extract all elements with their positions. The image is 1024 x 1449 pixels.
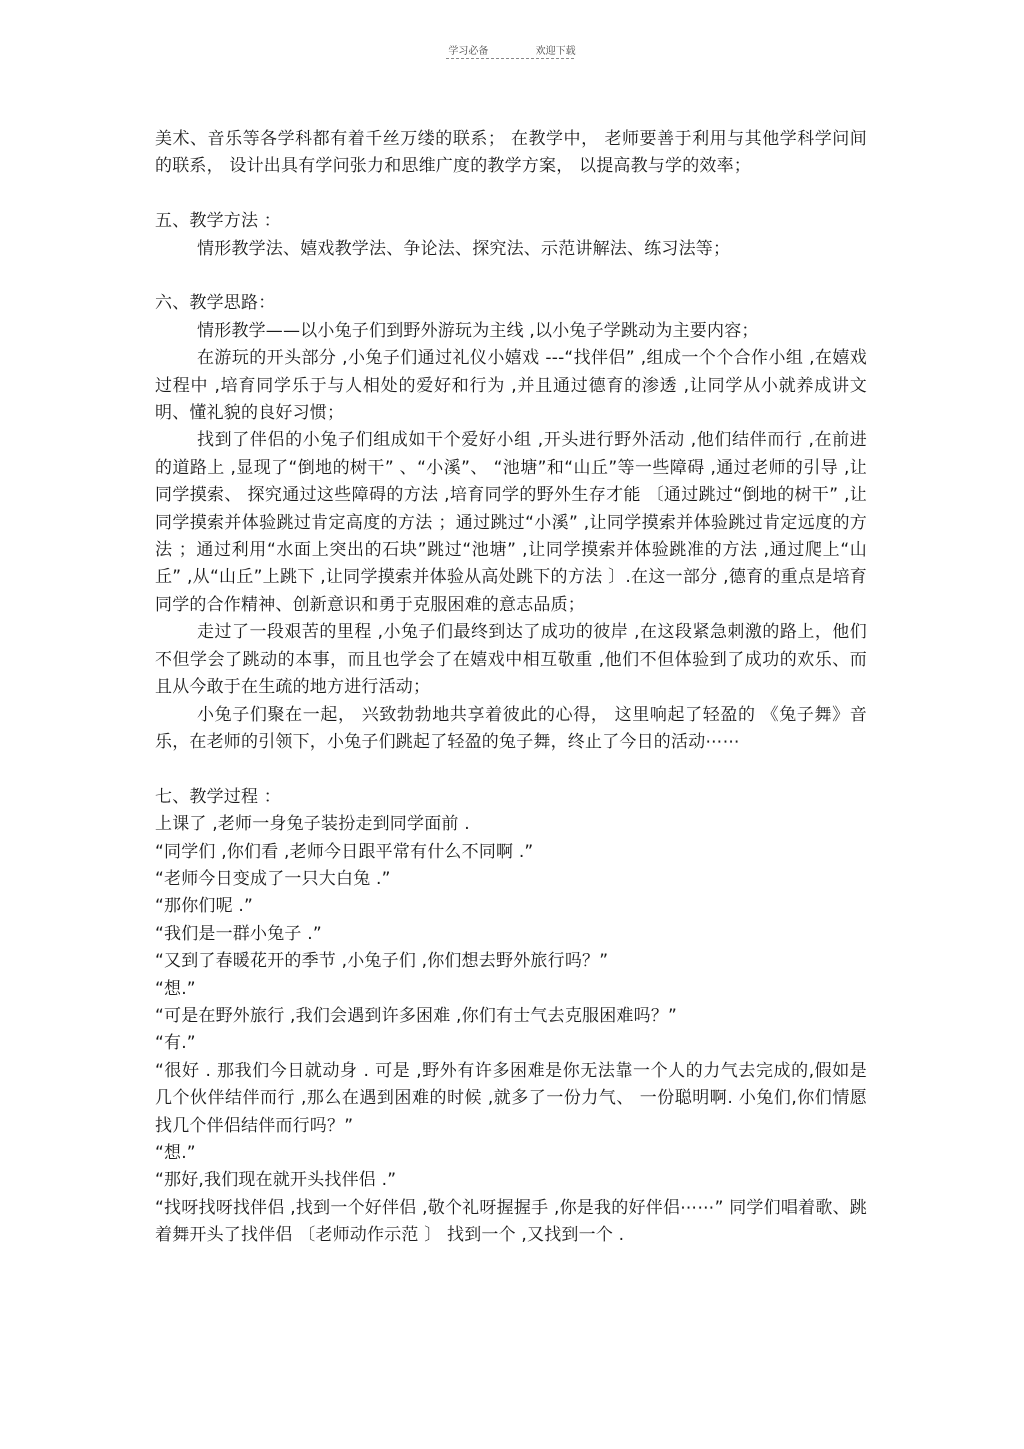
- header-right-text: 欢迎下载: [535, 46, 576, 57]
- section-6-paragraph: 小兔子们聚在一起， 兴致勃勃地共享着彼此的心得， 这里响起了轻盈的 《兔子舞》音乐，在老师的引领下，小兔子们跳起了轻盈的兔子舞，终止了今日的活动⋯⋯: [155, 704, 867, 752]
- dialogue-line: “老师今日变成了一只大白兔 .”: [155, 868, 391, 889]
- intro-paragraph: 美术、音乐等各学科都有着千丝万缕的联系； 在教学中， 老师要善于利用与其他学科学问间的联系， 设计出具有学问张力和思维广度的教学方案， 以提高教与学的效率；: [155, 129, 867, 177]
- spacer: [155, 756, 867, 783]
- section-5-body: 情形教学法、嬉戏教学法、争论法、探究法、示范讲解法、练习法等；: [197, 238, 731, 259]
- dialogue-line: “想.”: [155, 978, 196, 999]
- section-6-paragraph: 在游玩的开头部分 ,小兔子们通过礼仪小嬉戏 ---“找伴侣” ,组成一个个合作小组 ,在嬉戏过程中 ,培育同学乐于与人相处的爱好和行为 ,并且通过德育的渗透 ,让同学从小就养成讲文明、懂礼貌的良好习惯；: [155, 348, 867, 424]
- header-left-text: 学习必备: [448, 46, 489, 57]
- spacer: [155, 263, 867, 290]
- dialogue-line: “很好 . 那我们今日就动身 . 可是 ,野外有许多困难是你无法靠一个人的力气去完成的,假如是几个伙伴结伴而行 ,那么在遇到困难的时候 ,就多了一份力气、 一份聪明啊. 小兔们,你们情愿找几个伴侣结伴而行吗？”: [155, 1060, 867, 1136]
- section-6-paragraph: 情形教学——以小兔子们到野外游玩为主线 ,以小兔子学跳动为主要内容；: [197, 320, 759, 341]
- dialogue-line: “那你们呢 .”: [155, 896, 254, 917]
- document-body: [155, 126, 867, 1250]
- page-header: [0, 42, 1024, 57]
- dialogue-line: “有.”: [155, 1033, 196, 1054]
- dialogue-line: “那好,我们现在就开头找伴侣 .”: [155, 1170, 397, 1191]
- dialogue-line: “又到了春暖花开的季节 ,小兔子们 ,你们想去野外旅行吗？”: [155, 951, 609, 972]
- section-6-title: 六、教学思路：: [155, 293, 276, 314]
- dialogue-line: “我们是一群小兔子 .”: [155, 923, 322, 944]
- dialogue-line: 上课了 ,老师一身兔子装扮走到同学面前 .: [155, 814, 470, 835]
- dialogue-line: “想.”: [155, 1142, 196, 1163]
- dialogue-line: “同学们 ,你们看 ,老师今日跟平常有什么不同啊 .”: [155, 841, 534, 862]
- header-divider: [446, 58, 574, 59]
- spacer: [155, 181, 867, 208]
- dialogue-line: “找呀找呀找伴侣 ,找到一个好伴侣 ,敬个礼呀握握手 ,你是我的好伴侣⋯⋯” 同学们唱着歌、跳着舞开头了找伴侣 〔老师动作示范 〕 找到一个 ,又找到一个 .: [155, 1197, 867, 1246]
- section-7-title: 七、教学过程 ：: [155, 786, 282, 807]
- dialogue-line: “可是在野外旅行 ,我们会遇到许多困难 ,你们有士气去克服困难吗？”: [155, 1005, 678, 1026]
- section-6-paragraph: 走过了一段艰苦的里程 ,小兔子们最终到达了成功的彼岸 ,在这段紧急刺激的路上，他们不但学会了跳动的本事，而且也学会了在嬉戏中相互敬重 ,他们不但体验到了成功的欢乐、而且从今敢于在生疏的地方进行活动；: [155, 622, 867, 698]
- section-5-title: 五、教学方法 ：: [155, 211, 282, 232]
- section-6-paragraph: 找到了伴侣的小兔子们组成如干个爱好小组 ,开头进行野外活动 ,他们结伴而行 ,在前进的道路上 ,显现了“倒地的树干” 、“小溪”、 “池塘”和“山丘”等一些障碍 ,通过老师的引导 ,让同学摸索、 探究通过这些障碍的方法 ,培育同学的野外生存才能 〔通过跳过“倒地的树干” ,让同学摸索并体验跳过肯定高度的方法 ；通过跳过“小溪” ,让同学摸索并体验跳过肯定远度的方法 ；通过利用“水面上突出的石块”跳过“池塘” ,让同学摸索并体验跳准的方法 ,通过爬上“山丘” ,从“山丘”上跳下 ,让同学摸索并体验从高处跳下的方法 〕.在这一部分 ,德育的重点是培育同学的合作精神、创新意识和勇于克服困难的意志品质；: [155, 430, 867, 615]
